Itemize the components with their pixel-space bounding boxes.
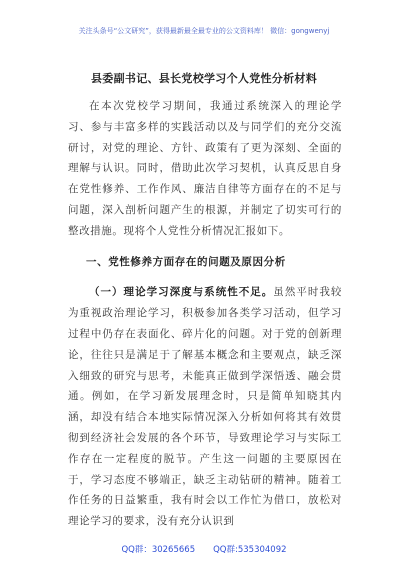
subsection-paragraph bbox=[68, 282, 342, 532]
footer bbox=[0, 543, 408, 555]
footer-qq-group-2: QQ群:535304092 bbox=[213, 545, 287, 555]
subsection-body: 虽然平时我较为重视政治理论学习，积极参加各类学习活动，但学习过程中仍存在表面化、碎片化的问题。对于党的创新理论，往往只是满足于了解基本概念和主要观点，缺乏深入细致的研究与思考，未能真正做到学深悟透、融会贯通。例如，在学习新发展理念时，只是简单知晓其内涵，却没有结合本地实际情况深入分析如何将其有效贯彻到经济社会发展的各个环节，导致理论学习与实际工作存在一定程度的脱节。产生这一问题的主要原因在于，学习态度不够端正，缺乏主动钻研的精神。随着工作任务的日益繁重，我有时会以工作忙为借口，放松对理论学习的要求，没有充分认识到 bbox=[68, 286, 342, 528]
document-body bbox=[68, 96, 342, 532]
header-notice: 关注头条号“公文研究”，获得最新最全最专业的公文资料库！ 微信：gongwenyj bbox=[78, 27, 330, 35]
document-title: 县委副书记、县长党校学习个人党性分析材料 bbox=[91, 72, 317, 85]
footer-qq-group-1: QQ群：30265665 bbox=[121, 545, 196, 555]
intro-paragraph: 在本次党校学习期间，我通过系统深入的理论学习、参与丰富多样的实践活动以及与同学们的充分交流研讨，对党的理论、方针、政策有了更为深刻、全面的理解与认识。同时，借助此次学习契机，认真反思自身在党性修养、工作作风、廉洁自律等方面存在的不足与问题，深入剖析问题产生的根源，并制定了切实可行的整改措施。现将个人党性分析情况汇报如下。 bbox=[68, 100, 342, 237]
section-heading: 一、党性修养方面存在的问题及原因分析 bbox=[86, 255, 286, 268]
subsection-heading: （一）理论学习深度与系统性不足。 bbox=[89, 286, 274, 299]
